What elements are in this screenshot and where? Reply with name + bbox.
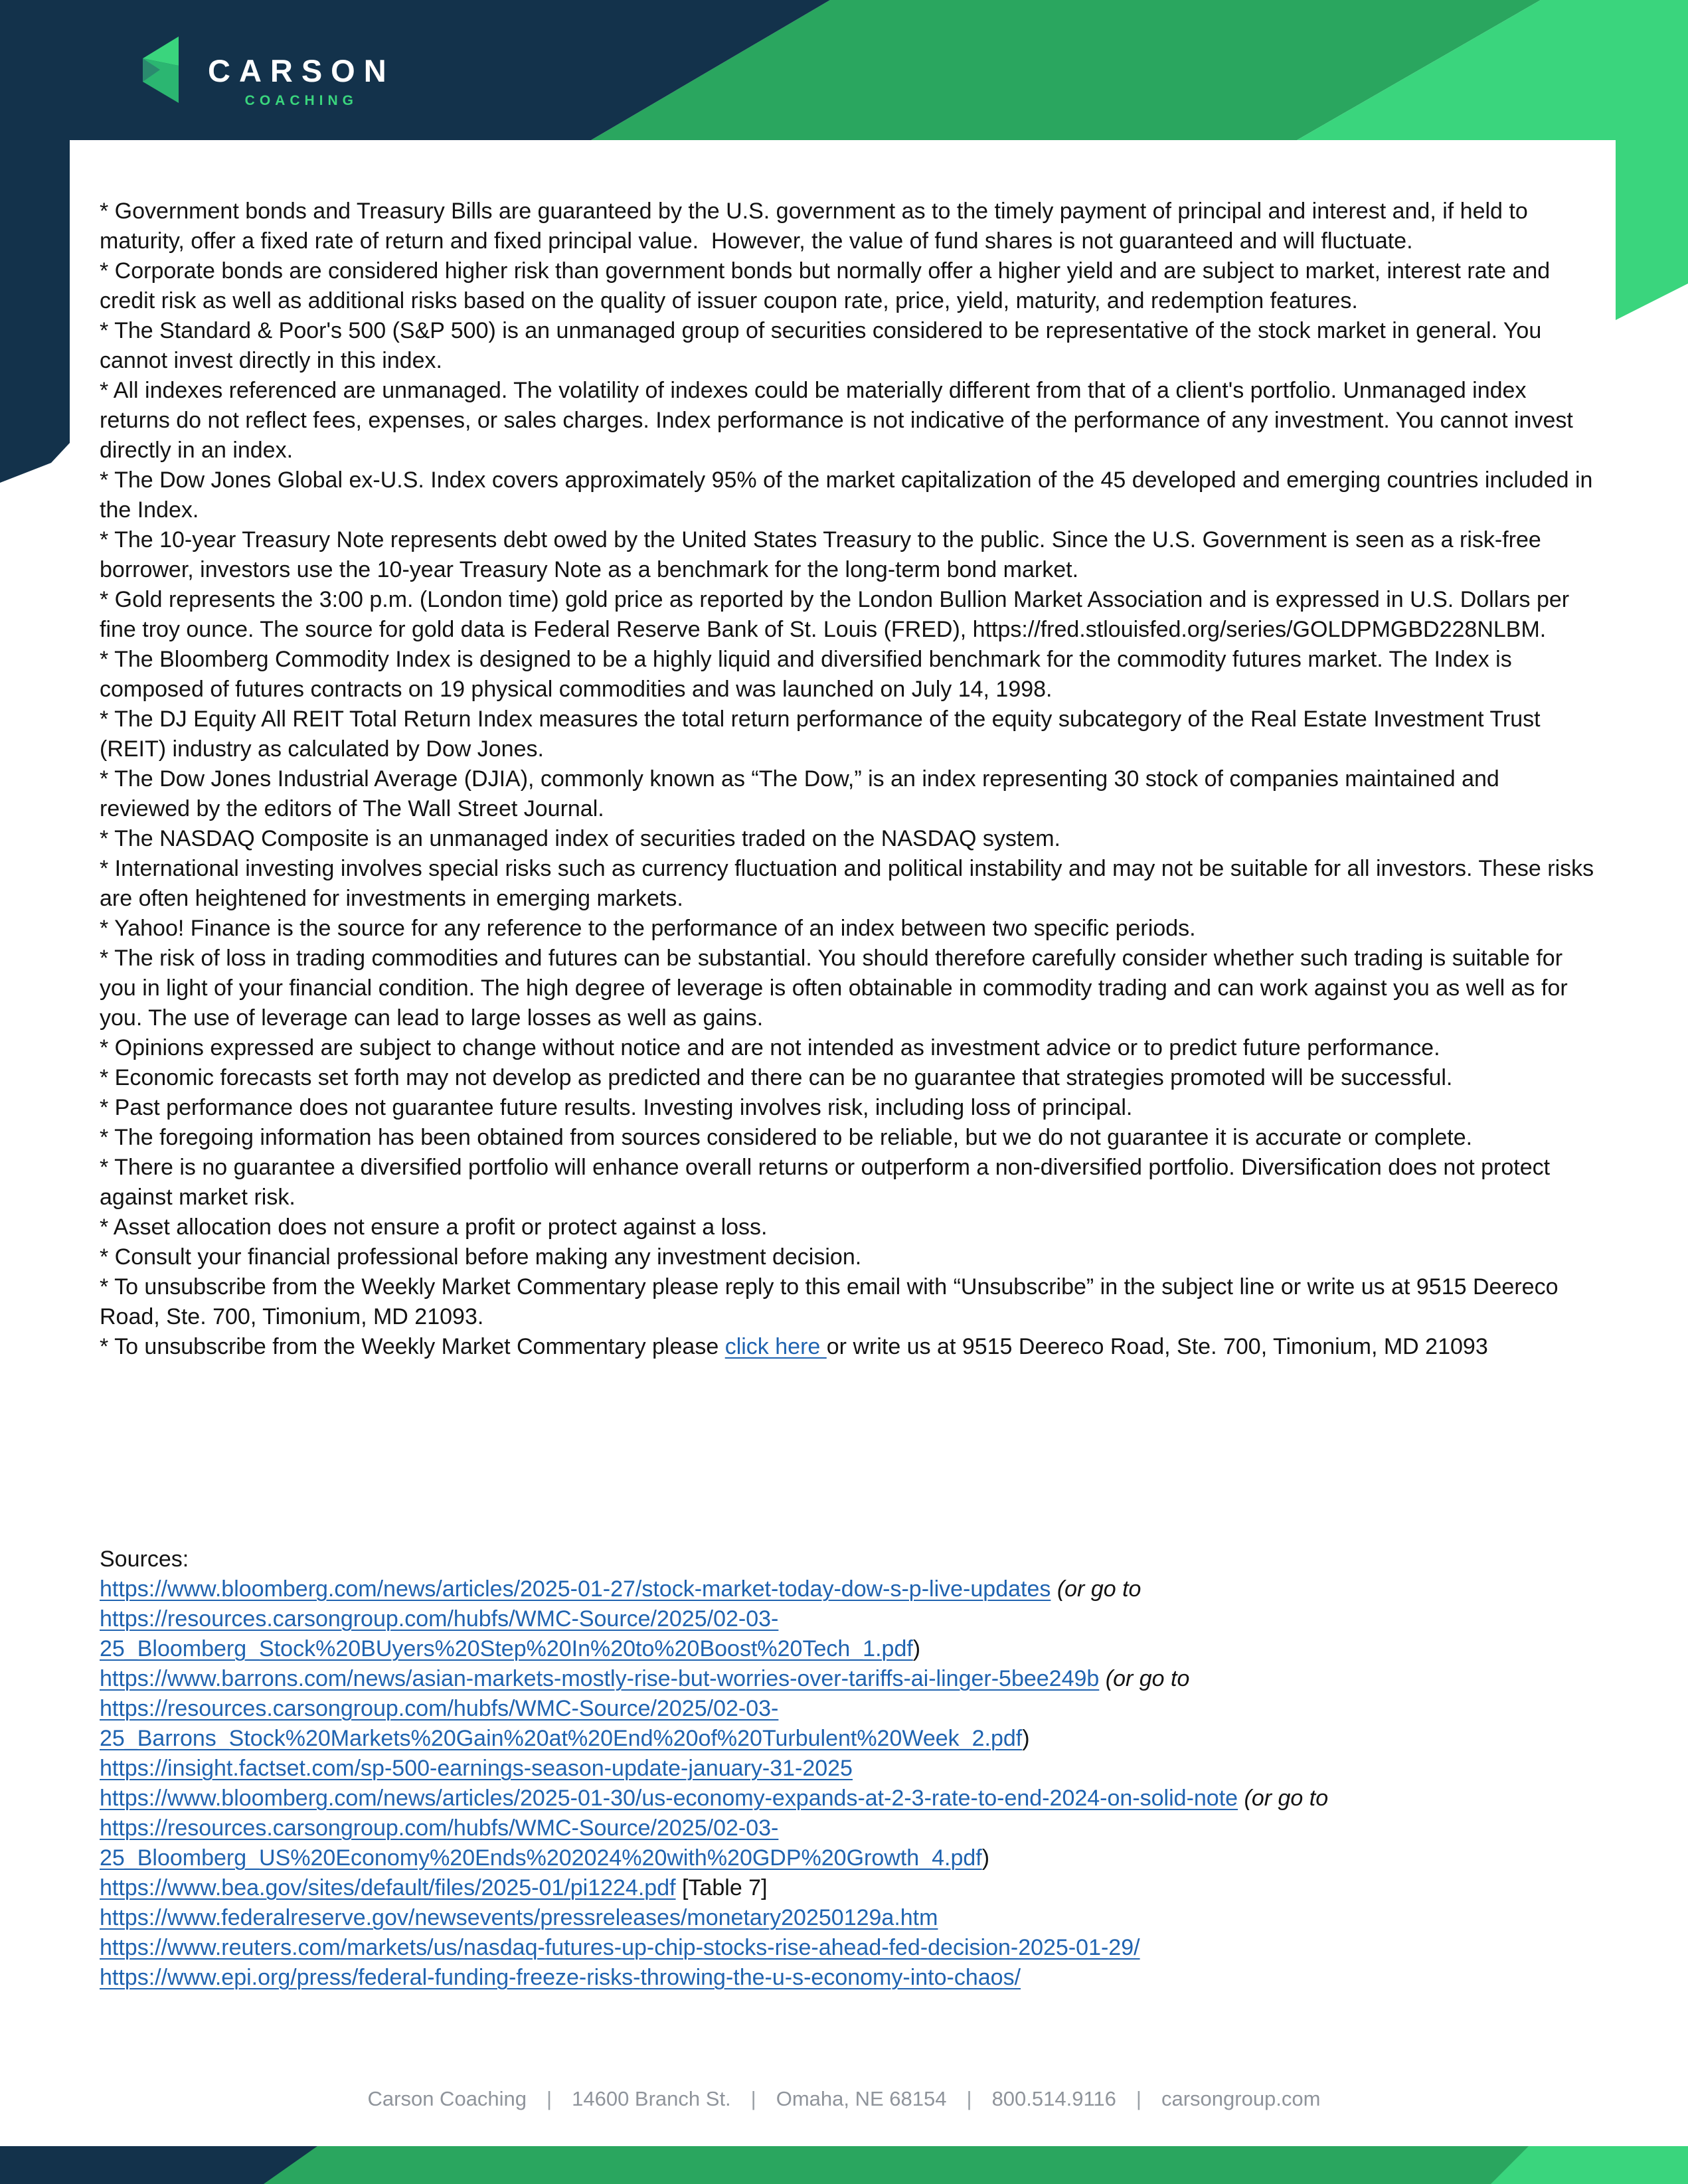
text-segment-italic: (or go to xyxy=(1099,1666,1190,1691)
text-segment: ) xyxy=(981,1845,990,1871)
text-segment: * The Bloomberg Commodity Index is designed to be a highly liquid and diversified benchmark for the commodity futures market. The Index is composed of futures contracts on 19 physical commodities and was launched on July 14, 1998. xyxy=(100,647,1519,702)
text-segment: * The Dow Jones Industrial Average (DJIA), commonly known as “The Dow,” is an index representing 30 stock of companies maintained and reviewed by the editors of The Wall Street Journal. xyxy=(100,766,1506,821)
text-segment: ) xyxy=(1022,1726,1030,1751)
source-link[interactable]: https://www.epi.org/press/federal-funding-freeze-risks-throwing-the-u-s-economy-into-chaos/ xyxy=(100,1965,1021,1990)
disclosure-paragraph xyxy=(100,256,1596,316)
source-line xyxy=(100,1963,1596,1993)
disclosure-paragraph xyxy=(100,764,1596,824)
footer-separator: | xyxy=(966,2086,972,2110)
disclosure-paragraph xyxy=(100,525,1596,585)
bottom-band xyxy=(0,2146,1688,2184)
text-segment: * Consult your financial professional before making any investment decision. xyxy=(100,1244,862,1270)
disclosure-paragraph xyxy=(100,824,1596,854)
text-segment-italic: (or go to xyxy=(1051,1576,1141,1602)
footer-item: Omaha, NE 68154 xyxy=(776,2086,947,2110)
source-link[interactable]: https://www.bloomberg.com/news/articles/2025-01-27/stock-market-today-dow-s-p-live-updates xyxy=(100,1576,1051,1602)
source-link[interactable]: 25_Barrons_Stock%20Markets%20Gain%20at%20End%20of%20Turbulent%20Week_2.pdf xyxy=(100,1726,1023,1751)
source-link[interactable]: https://resources.carsongroup.com/hubfs/WMC-Source/2025/02-03- xyxy=(100,1606,779,1632)
source-line xyxy=(100,1694,1596,1724)
sources-heading: Sources: xyxy=(100,1547,189,1572)
disclosure-paragraph xyxy=(100,1033,1596,1063)
disclosure-paragraph xyxy=(100,705,1596,764)
text-segment: * The DJ Equity All REIT Total Return Index measures the total return performance of the equity subcategory of the Real Estate Investment Trust (REIT) industry as calculated by Dow Jones. xyxy=(100,707,1547,762)
text-segment: * To unsubscribe from the Weekly Market Commentary please reply to this email with “Unsubscribe” in the subject line or write us at 9515 Deereco Road, Ste. 700, Timonium, MD 21093. xyxy=(100,1274,1564,1329)
source-link[interactable]: https://www.bloomberg.com/news/articles/2025-01-30/us-economy-expands-at-2-3-rate-to-end-2024-on-solid-note xyxy=(100,1786,1238,1811)
source-line xyxy=(100,1813,1596,1843)
source-link[interactable]: https://www.reuters.com/markets/us/nasdaq-futures-up-chip-stocks-rise-ahead-fed-decision-2025-01-29/ xyxy=(100,1935,1140,1960)
disclosure-paragraph xyxy=(100,376,1596,465)
source-line xyxy=(100,1724,1596,1754)
footer xyxy=(0,2084,1688,2114)
disclosure-paragraph xyxy=(100,1332,1596,1362)
text-segment: * The NASDAQ Composite is an unmanaged index of securities traded on the NASDAQ system. xyxy=(100,826,1060,851)
source-line xyxy=(100,1873,1596,1903)
source-link[interactable]: https://resources.carsongroup.com/hubfs/WMC-Source/2025/02-03- xyxy=(100,1696,779,1721)
text-segment: ) xyxy=(912,1636,921,1661)
text-segment: or write us at 9515 Deereco Road, Ste. 700, Timonium, MD 21093 xyxy=(826,1334,1488,1359)
text-segment: * Past performance does not guarantee future results. Investing involves risk, including loss of principal. xyxy=(100,1095,1133,1120)
text-segment: * To unsubscribe from the Weekly Market Commentary please xyxy=(100,1334,725,1359)
disclosure-paragraph xyxy=(100,465,1599,525)
source-line xyxy=(100,1754,1596,1784)
footer-separator: | xyxy=(547,2086,552,2110)
text-segment-italic: (or go to xyxy=(1238,1786,1329,1811)
disclosure-paragraph xyxy=(100,914,1596,944)
disclosure-paragraph xyxy=(100,197,1596,256)
text-segment: * Opinions expressed are subject to change without notice and are not intended as investment advice or to predict future performance. xyxy=(100,1035,1440,1060)
source-link[interactable]: 25_Bloomberg_Stock%20BUyers%20Step%20In%20to%20Boost%20Tech_1.pdf xyxy=(100,1636,913,1661)
source-line xyxy=(100,1903,1596,1933)
source-link[interactable]: https://www.federalreserve.gov/newsevents/pressreleases/monetary20250129a.htm xyxy=(100,1905,938,1930)
disclosure-paragraph xyxy=(100,944,1596,1033)
sources-section xyxy=(100,1545,1596,1993)
source-line xyxy=(100,1634,1596,1664)
text-segment: * All indexes referenced are unmanaged. The volatility of indexes could be materially different from that of a client's portfolio. Unmanaged index returns do not reflect fees, expenses, or sales charges. Index performance is not indicative of the performance of any investment. You cannot invest directly in an index. xyxy=(100,378,1580,463)
disclosure-paragraph xyxy=(100,316,1596,376)
text-segment: * Asset allocation does not ensure a profit or protect against a loss. xyxy=(100,1215,768,1240)
brand-name: CARSON xyxy=(208,53,395,88)
source-lines xyxy=(100,1574,1596,1993)
disclosures xyxy=(100,197,1600,1362)
carson-wordmark xyxy=(208,37,395,109)
source-link[interactable]: https://resources.carsongroup.com/hubfs/WMC-Source/2025/02-03- xyxy=(100,1815,779,1841)
disclosure-paragraph xyxy=(100,1153,1596,1213)
disclosure-paragraph xyxy=(100,1063,1596,1093)
text-segment: * There is no guarantee a diversified portfolio will enhance overall returns or outperform a non-diversified portfolio. Diversification does not protect against market risk. xyxy=(100,1155,1557,1210)
disclosure-paragraph xyxy=(100,1213,1596,1242)
footer-separator: | xyxy=(1136,2086,1141,2110)
text-segment: * The foregoing information has been obtained from sources considered to be reliable, but we do not guarantee it is accurate or complete. xyxy=(100,1125,1473,1150)
carson-chevron-icon xyxy=(139,37,179,103)
footer-separator: | xyxy=(750,2086,756,2110)
text-segment: * The 10-year Treasury Note represents debt owed by the United States Treasury to the public. Since the U.S. Government is seen as a risk-free borrower, investors use the 10-year Treasury Note as a benchmark for the long-term bond market. xyxy=(100,527,1548,582)
text-segment: * Government bonds and Treasury Bills are guaranteed by the U.S. government as to the timely payment of principal and interest and, if held to maturity, offer a fixed rate of return and fixed principal value. However, the value of fund shares is not guaranteed and will fluctuate. xyxy=(100,199,1535,254)
click-here-link[interactable]: click here xyxy=(724,1334,827,1359)
text-segment: * The Standard & Poor's 500 (S&P 500) is an unmanaged group of securities considered to be representative of the stock market in general. You cannot invest directly in this index. xyxy=(100,318,1548,373)
text-segment: * International investing involves special risks such as currency fluctuation and political instability and may not be suitable for all investors. These risks are often heightened for investments in emerging markets. xyxy=(100,856,1600,911)
text-segment: * The Dow Jones Global ex-U.S. Index covers approximately 95% of the market capitalization of the 45 developed and emerging countries included in the Index. xyxy=(100,467,1599,523)
disclosure-paragraph xyxy=(100,1242,1596,1272)
disclosure-paragraph xyxy=(100,1093,1596,1123)
band-navy-shape xyxy=(0,2146,317,2184)
footer-item: Carson Coaching xyxy=(367,2086,527,2110)
disclosure-paragraph xyxy=(100,1272,1596,1332)
source-link[interactable]: 25_Bloomberg_US%20Economy%20Ends%202024%20with%20GDP%20Growth_4.pdf xyxy=(100,1845,982,1871)
source-line xyxy=(100,1784,1596,1813)
text-segment: * Corporate bonds are considered higher risk than government bonds but normally offer a higher yield and are subject to market, interest rate and credit risk as well as additional risks based on the quality of issuer coupon rate, price, yield, maturity, and redemption features. xyxy=(100,258,1557,313)
source-line xyxy=(100,1574,1596,1604)
source-line xyxy=(100,1664,1596,1694)
text-segment: * Yahoo! Finance is the source for any reference to the performance of an index between two specific periods. xyxy=(100,916,1196,941)
text-segment: [Table 7] xyxy=(675,1875,768,1900)
division-name: COACHING xyxy=(244,93,359,108)
text-segment: * Economic forecasts set forth may not develop as predicted and there can be no guarantee that strategies promoted will be successful. xyxy=(100,1065,1453,1090)
disclosure-paragraph xyxy=(100,585,1596,645)
source-line xyxy=(100,1843,1596,1873)
source-line xyxy=(100,1604,1596,1634)
disclosure-paragraph xyxy=(100,854,1600,914)
source-link[interactable]: https://insight.factset.com/sp-500-earnings-season-update-january-31-2025 xyxy=(100,1756,853,1781)
source-line xyxy=(100,1933,1596,1963)
disclosure-paragraph xyxy=(100,645,1596,705)
text-segment: * Gold represents the 3:00 p.m. (London time) gold price as reported by the London Bullion Market Association and is expressed in U.S. Dollars per fine troy ounce. The source for gold data is Federal Reserve Bank of St. Louis (FRED), https://fred.stlouisfed.org/series/GOLDPMGBD228NLBM. xyxy=(100,587,1576,642)
carson-logo xyxy=(139,37,395,109)
footer-item: 14600 Branch St. xyxy=(572,2086,731,2110)
source-link[interactable]: https://www.bea.gov/sites/default/files/2025-01/pi1224.pdf xyxy=(100,1875,676,1900)
text-segment: * The risk of loss in trading commodities and futures can be substantial. You should therefore carefully consider whether such trading is suitable for you in light of your financial condition. The high degree of leverage is often obtainable in commodity trading and can work against you as well as for you. The use of leverage can lead to large losses as well as gains. xyxy=(100,946,1574,1031)
source-link[interactable]: https://www.barrons.com/news/asian-markets-mostly-rise-but-worries-over-tariffs-ai-linger-5bee249b xyxy=(100,1666,1100,1691)
footer-item: 800.514.9116 xyxy=(991,2086,1116,2110)
footer-item: carsongroup.com xyxy=(1161,2086,1321,2110)
disclosure-paragraph xyxy=(100,1123,1596,1153)
